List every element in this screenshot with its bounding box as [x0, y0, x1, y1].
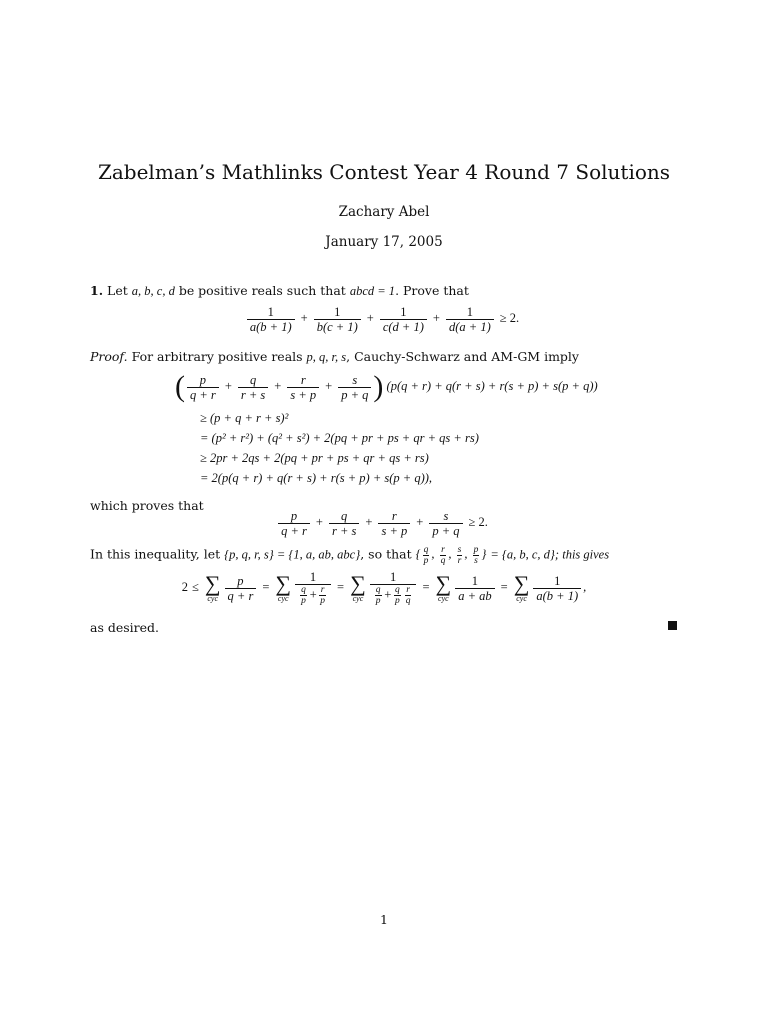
substitution-result: = {a, b, c, d}; this gives [490, 547, 610, 562]
chain-line-3: ≥ 2pr + 2qs + 2(pq + pr + ps + qr + qs + rs) [200, 451, 429, 465]
substitution-text: In this inequality, let {p, q, r, s} = {1, a, ab, abc}, so that { $\frac{q}{p}$ , $\frac{r}{q}$ , $\frac{s}{r}$ , $\frac{p}{s}$ } = {a, b, c, d}; this gives [90, 545, 610, 566]
paper-date: January 17, 2005 [325, 234, 443, 250]
problem-text: Let [107, 283, 128, 298]
substitution-set: {p, q, r, s} = {1, a, ab, abc} [224, 547, 361, 562]
problem-condition: abcd = 1 [349, 284, 396, 298]
final-summation: 2 ≤ ∑ cyc $\frac{p}{q + r}$ = ∑ cyc 1 $\frac{q}{p}$ + $\frac{r}{p}$ = ∑ cyc 1 $\frac{q}{p}$ + $\frac{q}{p}$ $\frac{r}{q}$ = ∑ cyc $\frac{1}{a + ab}$ = ∑ cyc $\frac{1}{a(b + 1)}$ , [181, 570, 587, 606]
problem-number: 1. [90, 283, 104, 298]
problem-text: . Prove that [395, 283, 469, 298]
main-inequality: $\frac{1}{a(b + 1)}$ + $\frac{1}{b(c + 1)}$ + $\frac{1}{c(d + 1)}$ + $\frac{1}{d(a + 1)}$ ≥ 2. [0, 305, 768, 334]
proof-vars: p, q, r, s [306, 350, 347, 364]
problem-vars: a, b, c, d [131, 284, 175, 298]
proof-text: For arbitrary positive reals [131, 349, 303, 364]
chain-line-2: = (p² + r²) + (q² + s²) + 2(pq + pr + ps + qr + qs + rs) [200, 431, 479, 445]
proof-text: In this inequality, let [90, 546, 221, 562]
proof-intro [90, 349, 680, 365]
problem-text: be positive reals such that [178, 283, 346, 298]
which-proves-text: which proves that [90, 498, 204, 513]
chain-line-1: ≥ (p + q + r + s)² [200, 411, 289, 425]
proof-text: , Cauchy-Schwarz and AM-GM imply [346, 349, 579, 364]
qed-square-icon [668, 621, 677, 630]
page-number: 1 [380, 912, 388, 927]
chain-line-4: = 2(p(q + r) + q(r + s) + r(s + p) + s(p + q)), [200, 471, 433, 485]
cyclic-inequality: $\frac{p}{q + r}$ + $\frac{q}{r + s}$ + $\frac{r}{s + p}$ + $\frac{s}{p + q}$ ≥ 2. [0, 509, 768, 538]
proof-label: Proof. [90, 349, 128, 364]
cauchy-schwarz-line: ( $\frac{p}{q + r}$ + $\frac{q}{r + s}$ + $\frac{r}{s + p}$ + $\frac{s}{p + q}$ ) (p(q + r) + q(r + s) + r(s + p) + s(p + q)) [175, 370, 598, 403]
author-name: Zachary Abel [338, 204, 430, 220]
problem-statement [90, 283, 680, 299]
paper-title: Zabelman’s Mathlinks Contest Year 4 Round 7 Solutions [97, 160, 671, 184]
proof-text: , so that [360, 546, 412, 562]
conclusion-text: as desired. [90, 620, 160, 635]
